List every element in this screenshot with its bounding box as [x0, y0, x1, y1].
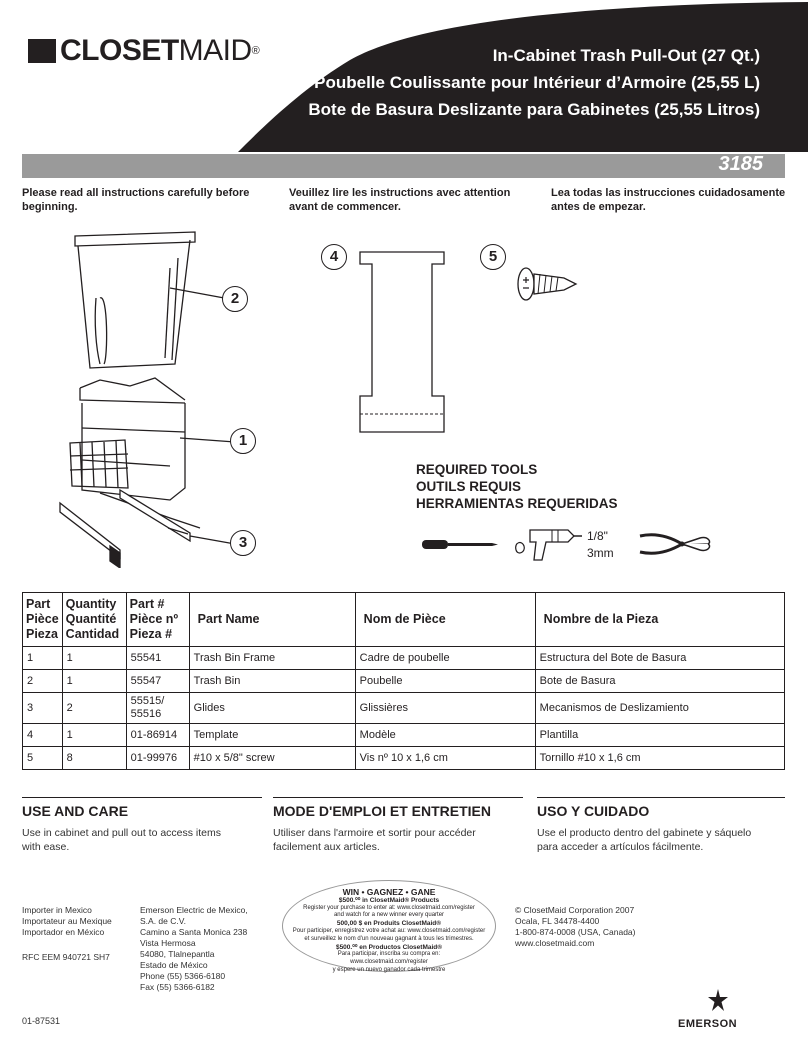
screw-icon [516, 264, 580, 304]
callout-1: 1 [230, 428, 256, 454]
pliers-icon [638, 528, 714, 560]
screwdriver-icon [420, 536, 500, 552]
required-tools-title: REQUIRED TOOLS OUTILS REQUIS HERRAMIENTAS REQUERIDAS [416, 462, 618, 511]
use-and-care-heading: USE AND CARE [22, 803, 129, 819]
product-titles [308, 42, 760, 123]
parts-illustration [50, 228, 290, 568]
title-en: In-Cabinet Trash Pull-Out (27 Qt.) [492, 46, 760, 65]
callout-3: 3 [230, 530, 256, 556]
emerson-logo: EMERSON [678, 1018, 738, 1030]
drill-icon [512, 520, 584, 568]
drill-bit-size: 1/8" 3mm [587, 529, 614, 560]
care-rule-en [22, 797, 262, 798]
template-illustration [352, 246, 452, 436]
table-row: 1 1 55541 Trash Bin Frame Cadre de poubelle Estructura del Bote de Basura [23, 647, 785, 670]
importer-block: Importer in Mexico Importateur au Mexique Importador en México [22, 905, 112, 937]
document-number: 01-87531 [22, 1016, 61, 1026]
emerson-logo-icon [706, 988, 730, 1014]
table-row: 4 1 01-86914 Template Modèle Plantilla [23, 724, 785, 747]
title-es: Bote de Basura Deslizante para Gabinetes (25,55 Litros) [308, 100, 760, 119]
col-quantity: Quantity Quantité Cantidad [62, 593, 126, 647]
col-part: Part Pièce Pieza [23, 593, 63, 647]
callout-2: 2 [222, 286, 248, 312]
promo-sweepstakes-badge: WIN • GAGNEZ • GANE $500.⁰⁰ in ClosetMaid® Products Register your purchase to enter at: www.closetmaid.com/register and watch for a new winner every quarter 500,00 $ en Produits ClosetMaid® Pour participer, enregistrez votre achat au: www.closetmaid.com/register et surveillez le nom d'un nouveau gagnant à tous les trimestres. $500.⁰⁰ en Productos ClosetMaid® Para participar, inscriba su compra en: www.closetmaid.com/register y espere un nuevo ganador cada trimestre [282, 880, 496, 972]
care-rule-fr [273, 797, 523, 798]
col-part-name-es: Nombre de la Pieza [535, 593, 784, 647]
rfc-number: RFC EEM 940721 SH7 [22, 952, 110, 962]
table-row: 5 8 01-99976 #10 x 5/8" screw Vis nº 10 x 1,6 cm Tornillo #10 x 1,6 cm [23, 747, 785, 770]
table-row: 3 2 55515/ 55516 Glides Glissières Mecanismos de Deslizamiento [23, 693, 785, 724]
care-rule-es [537, 797, 785, 798]
closetmaid-logo: CLOSET MAID ® [28, 34, 259, 68]
title-fr: Poubelle Coulissante pour Intérieur d’Armoire (25,55 L) [314, 73, 760, 92]
intro-es: Lea todas las instrucciones cuidadosamente antes de empezar. [551, 187, 786, 213]
col-part-number: Part # Pièce nº Pieza # [126, 593, 189, 647]
uso-cuidado-text: Use el producto dentro del gabinete y sáquelo para acceder a artículos fácilmente. [537, 827, 752, 853]
intro-fr: Veuillez lire les instructions avec attention avant de commencer. [289, 187, 511, 213]
mode-emploi-heading: MODE D'EMPLOI ET ENTRETIEN [273, 803, 492, 819]
table-body [23, 647, 785, 770]
parts-table [22, 592, 785, 770]
mode-emploi-text: Utiliser dans l'armoire et sortir pour accéder facilement aux articles. [273, 827, 476, 853]
callout-5: 5 [480, 244, 506, 270]
model-number: 3185 [718, 153, 763, 175]
col-part-name-fr: Nom de Pièce [355, 593, 535, 647]
table-row: 2 1 55547 Trash Bin Poubelle Bote de Basura [23, 670, 785, 693]
uso-cuidado-heading: USO Y CUIDADO [537, 803, 650, 819]
col-part-name-en: Part Name [189, 593, 355, 647]
callout-4: 4 [321, 244, 347, 270]
emerson-mexico-address: Emerson Electric de Mexico, S.A. de C.V. Camino a Santa Monica 238 Vista Hermosa 54080, Tlalnepantla Estado de México Phone (55) 5366-6180 Fax (55) 5366-6182 [140, 905, 248, 992]
logo-square-icon [28, 39, 56, 63]
table-header-row [23, 593, 785, 647]
intro-en: Please read all instructions carefully before beginning. [22, 187, 250, 213]
corporate-info: © ClosetMaid Corporation 2007 Ocala, FL 34478-4400 1-800-874-0008 (USA, Canada) www.closetmaid.com [515, 905, 636, 948]
use-and-care-text: Use in cabinet and pull out to access items with ease. [22, 827, 222, 853]
model-band [22, 154, 785, 178]
